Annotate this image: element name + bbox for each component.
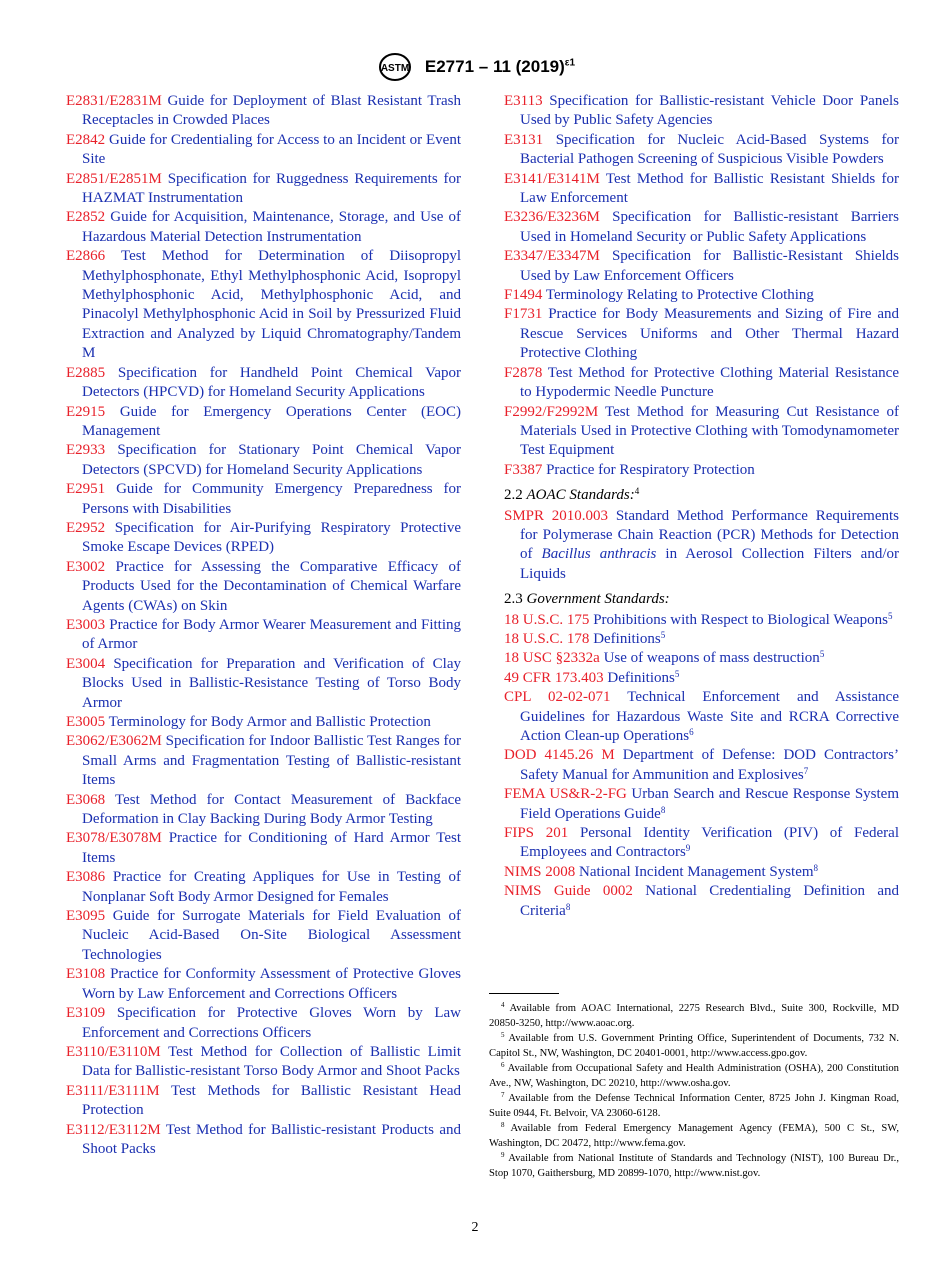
reference-item — [504, 649, 899, 668]
reference-title: Personal Identity Verification (PIV) of Federal Employees and Contractors — [520, 825, 899, 861]
footnote-item — [489, 1001, 899, 1031]
reference-code[interactable]: E3141/E3141M — [504, 170, 600, 187]
footnote-item — [489, 1091, 899, 1121]
reference-code[interactable]: E3236/E3236M — [504, 209, 600, 226]
reference-item — [66, 713, 461, 732]
reference-item — [504, 688, 899, 746]
reference-code[interactable]: E3062/E3062M — [66, 733, 162, 750]
reference-code[interactable]: E2831/E2831M — [66, 93, 162, 109]
reference-item — [66, 1004, 461, 1043]
reference-title: Test Method for Collection of Ballistic Limit Data for Ballistic-resistant Torso Body Armor and Shoot Packs — [82, 1043, 461, 1080]
reference-code[interactable]: E3108 — [66, 966, 106, 983]
footnote-text: Available from the Defense Technical Information Center, 8725 John J. Kingman Road, Suite 0944, Ft. Belvoir, VA 23060-6128. — [489, 1093, 899, 1119]
reference-code[interactable]: E2915 — [66, 403, 106, 420]
reference-item — [504, 746, 899, 785]
footnote-number: 9 — [501, 1151, 505, 1159]
reference-code[interactable]: E3111/E3111M — [66, 1082, 160, 1099]
reference-item — [504, 92, 899, 131]
reference-item — [66, 247, 461, 363]
reference-item — [504, 824, 899, 863]
reference-title: Guide for Deployment of Blast Resistant Trash Receptacles in Crowded Places — [82, 93, 462, 129]
reference-item — [66, 364, 461, 403]
reference-code[interactable]: NIMS 2008 — [504, 863, 576, 880]
reference-item — [66, 868, 461, 907]
reference-title: Practice for Body Measurements and Sizing of Fire and Rescue Services Uniforms and Other Thermal Hazard Protective Clothing — [520, 306, 899, 362]
reference-title: Practice for Respiratory Protection — [546, 461, 755, 478]
reference-item — [66, 1082, 461, 1121]
reference-title: Terminology Relating to Protective Clothing — [545, 287, 814, 304]
reference-item — [66, 131, 461, 170]
reference-code[interactable]: 18 USC §2332a — [504, 650, 600, 667]
reference-title: Practice for Conformity Assessment of Protective Gloves Worn by Law Enforcement and Corrections Officers — [82, 966, 461, 1002]
reference-code[interactable]: E2951 — [66, 481, 106, 498]
reference-item — [504, 630, 899, 649]
page-header — [0, 52, 950, 82]
footnote-rule — [489, 993, 559, 994]
reference-title: Test Method for Ballistic-resistant Products and Shoot Packs — [82, 1121, 461, 1157]
reference-item — [66, 655, 461, 713]
reference-title: Practice for Body Armor Wearer Measurement and Fitting of Armor — [82, 616, 462, 653]
reference-title: Specification for Nucleic Acid-Based Systems for Bacterial Pathogen Screening of Suspicious Visible Powders — [520, 131, 899, 168]
reference-code[interactable]: FIPS 201 — [504, 825, 569, 842]
reference-code[interactable]: E3078/E3078M — [66, 830, 162, 847]
reference-item — [66, 403, 461, 442]
reference-title: Test Method for Contact Measurement of Backface Deformation in Clay Backing During Body Armor Testing — [82, 791, 461, 828]
footnotes — [489, 1001, 899, 1181]
reference-item — [504, 403, 899, 461]
footnote-number: 8 — [501, 1121, 505, 1129]
reference-code[interactable]: E2852 — [66, 209, 106, 226]
reference-item — [504, 247, 899, 286]
reference-code[interactable]: E3004 — [66, 655, 106, 672]
reference-code[interactable]: F1731 — [504, 306, 543, 323]
reference-code[interactable]: FEMA US&R-2-FG — [504, 786, 627, 803]
reference-code[interactable]: E3113 — [504, 93, 543, 109]
reference-item — [66, 208, 461, 247]
standard-designation: E2771 – 11 $(2019)^{\varepsilon 1}$ — [424, 57, 576, 76]
reference-title: Practice for Conditioning of Hard Armor Test Items — [82, 830, 462, 866]
reference-code[interactable]: E2952 — [66, 519, 106, 536]
reference-title: Prohibitions with Respect to Biological Weapons — [593, 611, 888, 628]
reference-code[interactable]: E3005 — [66, 714, 106, 730]
reference-code[interactable]: 49 CFR 173.403 — [504, 669, 604, 686]
reference-title: National Credentialing Definition and Criteria — [520, 883, 899, 919]
reference-code[interactable]: E3109 — [66, 1005, 106, 1022]
reference-item — [66, 441, 461, 480]
government-reference-list — [504, 611, 899, 922]
footnote-text: Available from AOAC International, 2275 Research Blvd., Suite 300, Rockville, MD 20850-3250, http://www.aoac.org. — [489, 1003, 899, 1029]
footnote-item — [489, 1031, 899, 1061]
reference-title: Guide for Surrogate Materials for Field Evaluation of Nucleic Acid-Based On-Site Biological Assessment Technologies — [82, 908, 461, 963]
left-column — [66, 92, 461, 1159]
left-reference-list — [66, 92, 461, 1159]
reference-item — [66, 907, 461, 965]
reference-code[interactable]: E3002 — [66, 558, 106, 575]
footnote-text: Available from Occupational Safety and Health Administration (OSHA), 200 Constitution Ave., NW, Washington, DC 20210, http://www.osha.gov. — [489, 1063, 899, 1089]
section-2-3-heading: 2.3 Government Standards: — [504, 591, 670, 608]
footnote-marker: 9 — [685, 843, 691, 854]
reference-title: Specification for Ballistic-Resistant Shields Used by Law Enforcement Officers — [520, 248, 899, 284]
reference-title: Test Method for Measuring Cut Resistance of Materials Used in Protective Clothing with Tomodynamometer Test Equipment — [520, 403, 899, 459]
footnote-marker: 5 — [887, 610, 893, 621]
footnote-number: 6 — [501, 1061, 505, 1069]
reference-item — [66, 965, 461, 1004]
reference-code[interactable]: E3003 — [66, 616, 106, 633]
reference-code[interactable]: E3086 — [66, 869, 106, 886]
footnote-marker: 8 — [660, 804, 666, 815]
astm-logo-icon — [375, 52, 415, 82]
footnote-text: Available from Federal Emergency Management Agency (FEMA), 500 C St., SW, Washington, DC 20472, http://www.fema.gov. — [489, 1123, 899, 1149]
reference-title: Practice for Creating Appliques for Use in Testing of Nonplanar Soft Body Armor Designed for Females — [82, 869, 461, 905]
reference-item — [66, 1121, 461, 1160]
reference-title: Specification for Handheld Point Chemical Vapor Detectors (HPCVD) for Homeland Security Applications — [82, 364, 462, 401]
reference-item — [504, 208, 899, 247]
reference-code[interactable]: E2851/E2851M — [66, 170, 162, 187]
reference-code[interactable]: NIMS Guide 0002 — [504, 883, 633, 900]
reference-item — [504, 170, 899, 209]
reference-code[interactable]: F3387 — [504, 461, 543, 478]
footnote-marker: 6 — [689, 727, 694, 737]
reference-item — [504, 785, 899, 824]
reference-title: Specification for Stationary Point Chemical Vapor Detectors (SPCVD) for Homeland Security Applications — [82, 442, 461, 478]
reference-code[interactable]: F1494 — [504, 287, 543, 304]
page-number: 2 — [471, 1220, 479, 1235]
reference-item — [66, 616, 461, 655]
footnote-number: 7 — [501, 1091, 505, 1099]
footnote-item — [489, 1061, 899, 1091]
epsilon-mark: ε1 — [564, 57, 576, 69]
reference-title: Practice for Assessing the Comparative Efficacy of Products Used for the Decontamination of Chemical Warfare Agents (CWAs) on Skin — [82, 558, 462, 614]
footnote-item — [489, 1121, 899, 1151]
reference-code[interactable]: E3110/E3110M — [66, 1043, 161, 1060]
reference-item — [504, 305, 899, 363]
reference-item — [504, 611, 899, 630]
footnote-text: Available from National Institute of Standards and Technology (NIST), 100 Bureau Dr., Stop 1070, Gaithersburg, MD 20899-1070, http://www.nist.gov. — [489, 1153, 899, 1179]
reference-item — [504, 882, 899, 921]
reference-code[interactable]: E3095 — [66, 908, 106, 925]
reference-code[interactable]: E3068 — [66, 791, 106, 808]
reference-code[interactable]: F2992/F2992M — [504, 403, 599, 420]
reference-title: Urban Search and Rescue Response System Field Operations Guide — [520, 786, 900, 822]
reference-item — [66, 732, 461, 790]
footnote-item — [489, 1151, 899, 1181]
reference-item — [66, 519, 461, 558]
footnote-marker: 5 — [674, 668, 680, 679]
reference-item — [66, 558, 461, 616]
footnote-text: Available from U.S. Government Printing Office, Superintendent of Documents, 732 N. Capitol St., NW, Washington, DC 20401-0001, http://www.access.gpo.gov. — [489, 1033, 899, 1059]
reference-item — [66, 791, 461, 830]
reference-code[interactable]: E3347/E3347M — [504, 248, 600, 265]
reference-title: Specification for Indoor Ballistic Test Ranges for Small Arms and Fragmentation Testing of Ballistic-resistant Items — [82, 733, 462, 789]
reference-title: Terminology for Body Armor and Ballistic Protection — [108, 714, 431, 730]
reference-item — [504, 364, 899, 403]
reference-code[interactable]: E2842 — [66, 131, 106, 148]
footnote-marker: 5 — [660, 629, 666, 640]
svg-text:ASTM: ASTM — [380, 63, 410, 74]
reference-title: Guide for Emergency Operations Center (EOC) Management — [82, 403, 462, 439]
reference-title: Specification for Air-Purifying Respiratory Protective Smoke Escape Devices (RPED) — [82, 519, 461, 556]
reference-code[interactable]: E3131 — [504, 131, 544, 148]
reference-title: Specification for Preparation and Verification of Clay Blocks Used in Ballistic-Resistance Testing of Torso Body Armor — [82, 655, 461, 711]
reference-title: Specification for Ballistic-resistant Barriers Used in Homeland Security or Public Safety Applications — [520, 209, 899, 245]
reference-item — [504, 131, 899, 170]
reference-title: Specification for Ballistic-resistant Vehicle Door Panels Used by Public Safety Agencies — [520, 93, 899, 129]
reference-code[interactable]: 18 U.S.C. 175 — [504, 611, 590, 628]
reference-title: Guide for Credentialing for Access to an Incident or Event Site — [82, 131, 461, 168]
reference-item — [66, 92, 461, 131]
reference-item — [504, 669, 899, 688]
footnote-marker: 7 — [803, 765, 809, 776]
reference-code[interactable]: E2866 — [66, 248, 106, 265]
reference-item — [66, 170, 461, 209]
reference-item — [66, 1043, 461, 1082]
reference-item — [504, 863, 899, 882]
reference-item — [504, 461, 899, 480]
reference-code[interactable]: F2878 — [504, 364, 543, 381]
reference-title: Test Methods for Ballistic Resistant Head Protection — [82, 1082, 461, 1119]
reference-code[interactable]: 18 U.S.C. 178 — [504, 630, 590, 647]
reference-code[interactable]: E2933 — [66, 442, 106, 459]
right-column — [504, 92, 899, 921]
reference-item — [66, 480, 461, 519]
reference-title: Standard Method Performance Requirements for Polymerase Chain Reaction (PCR) Methods for Detection of Bacillus anthracis in Aerosol Collection Filters and/or Liquids — [520, 507, 900, 582]
reference-title: Test Method for Protective Clothing Material Resistance to Hypodermic Needle Puncture — [520, 364, 899, 401]
footnote-marker: 5 — [819, 649, 825, 660]
aoac-reference — [504, 507, 899, 585]
reference-title: Test Method for Ballistic Resistant Shields for Law Enforcement — [520, 170, 899, 207]
reference-title: National Incident Management System — [579, 863, 814, 880]
reference-code[interactable]: SMPR 2010.003 — [504, 507, 609, 524]
reference-title: Guide for Acquisition, Maintenance, Storage, and Use of Hazardous Material Detection Instrumentation — [82, 209, 461, 245]
reference-code[interactable]: CPL 02-02-071 — [504, 689, 611, 706]
footnote-marker: 8 — [565, 901, 571, 912]
reference-title: Technical Enforcement and Assistance Guidelines for Hazardous Waste Site and RCRA Corrective Action Clean-up Operations — [520, 689, 899, 744]
reference-title: Specification for Ruggedness Requirements for HAZMAT Instrumentation — [82, 170, 461, 207]
footnote-number: 5 — [501, 1031, 505, 1039]
reference-title: Guide for Community Emergency Preparedness for Persons with Disabilities — [82, 481, 461, 517]
right-reference-list — [504, 92, 899, 480]
reference-code[interactable]: E3112/E3112M — [66, 1121, 161, 1138]
reference-item — [66, 829, 461, 868]
reference-code[interactable]: DOD 4145.26 M — [504, 747, 615, 764]
reference-title: Use of weapons of mass destruction — [603, 650, 820, 667]
section-2-2-heading: 2.2 AOAC Standards:$^4$ — [504, 486, 640, 504]
reference-title: Definitions — [607, 669, 675, 686]
reference-item — [504, 286, 899, 305]
reference-title: Test Method for Determination of Diisopropyl Methylphosphonate, Ethyl Methylphosphonic Acid, Isopropyl Methylphosphonic Acid, Methylphosphonic Acid, and Pinacolyl Methylphosphonic Acid in Soil by Pressurized Fluid Extraction and Analyzed by Liquid Chromatography/Tandem M — [82, 248, 461, 362]
reference-title: Specification for Protective Gloves Worn by Law Enforcement and Corrections Officers — [82, 1005, 461, 1041]
reference-code[interactable]: E2885 — [66, 364, 106, 381]
footnote-number: 4 — [501, 1001, 505, 1009]
reference-title: Definitions — [593, 630, 661, 647]
footnote-marker: 8 — [813, 862, 819, 873]
reference-title: Department of Defense: DOD Contractors’ Safety Manual for Ammunition and Explosives — [520, 747, 899, 783]
